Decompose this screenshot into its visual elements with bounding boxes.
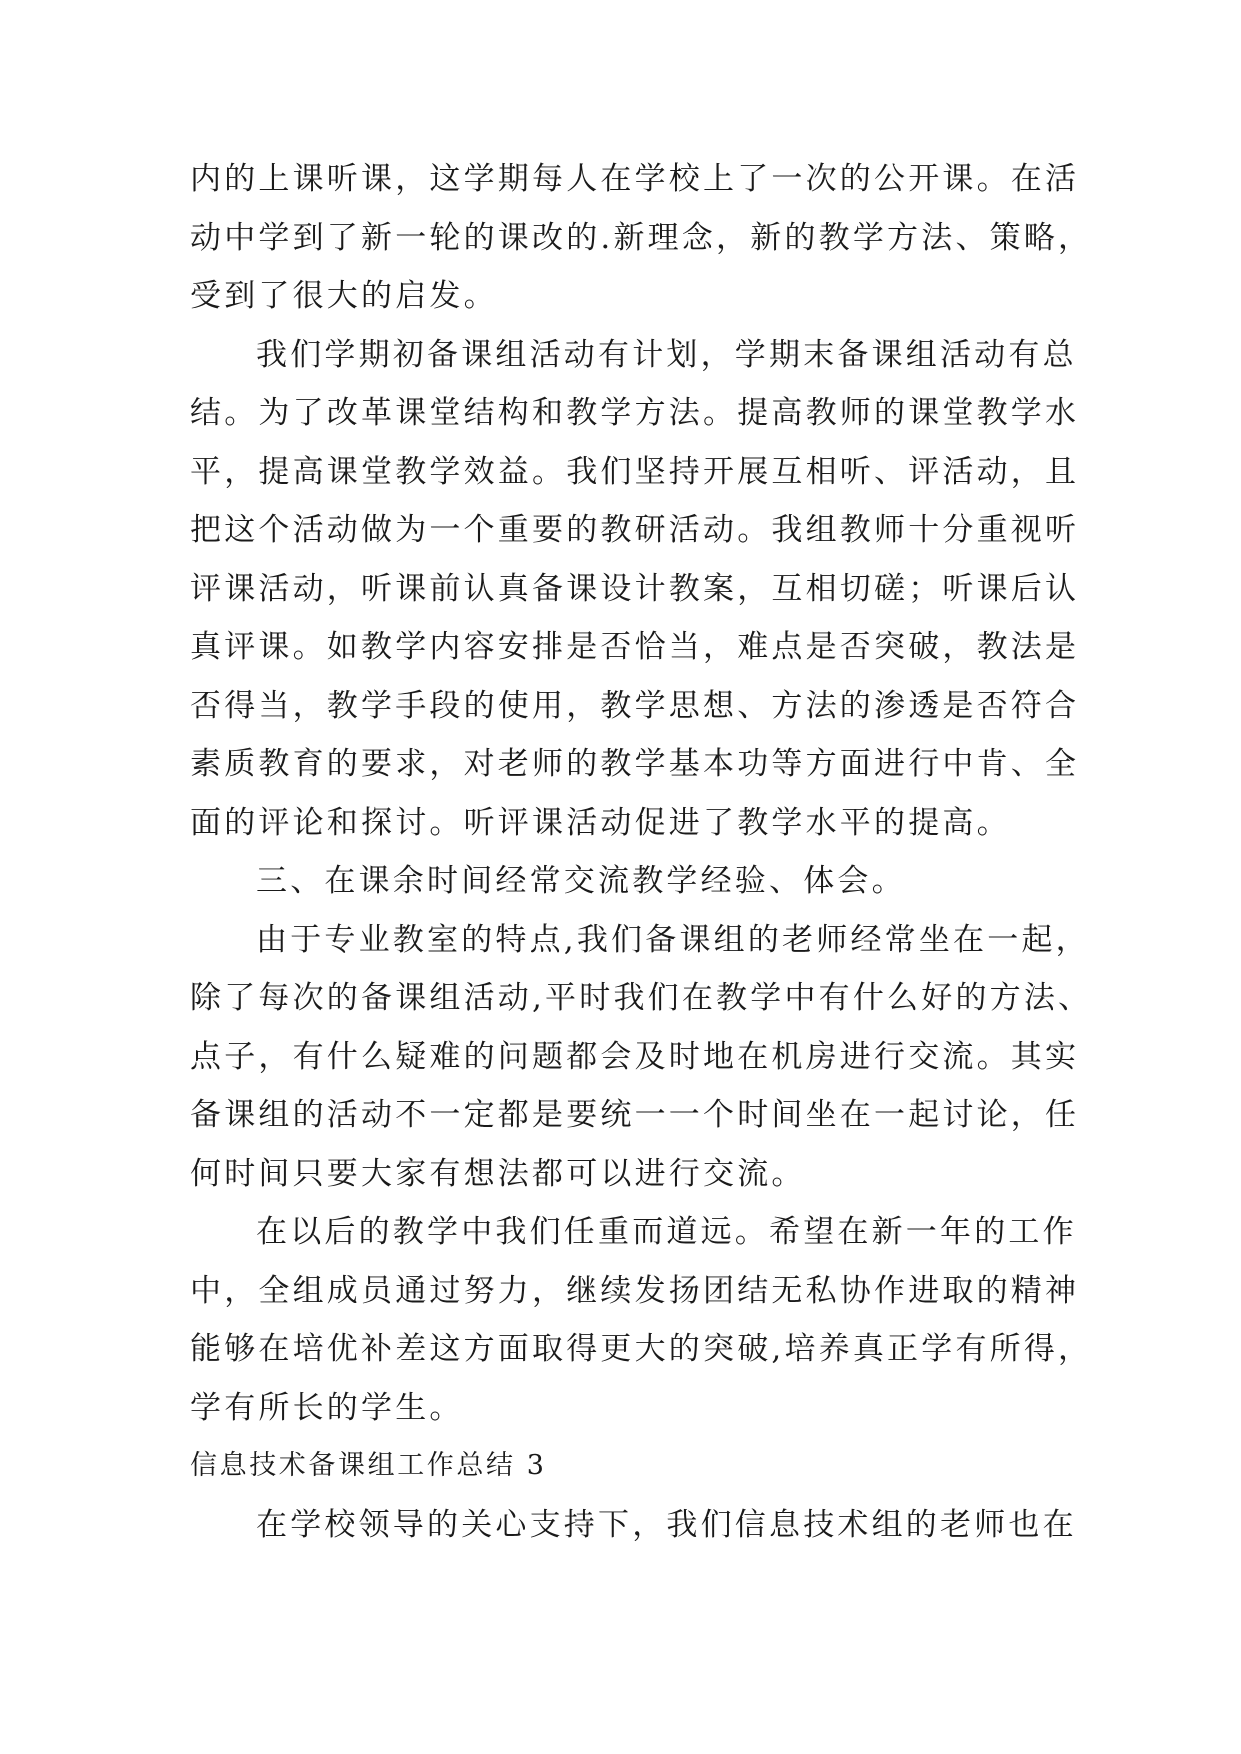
- paragraph-first-line: 我们学期初备课组活动有计划，学期末备课组活动有总: [256, 336, 1077, 373]
- text-line: 学有所长的学生。: [190, 1389, 464, 1426]
- section-heading-line: 三、在课余时间经常交流教学经验、体会。: [256, 863, 906, 899]
- text-line: 点子，有什么疑难的问题都会及时地在机房进行交流。其实: [190, 1038, 1080, 1075]
- paragraph-first-line: 由于专业教室的特点,我们备课组的老师经常坐在一起，: [256, 921, 1090, 958]
- text-line: 动中学到了新一轮的课改的.新理念，新的教学方法、策略，: [190, 219, 1093, 256]
- text-line: 中，全组成员通过努力，继续发扬团结无私协作进取的精神: [190, 1272, 1080, 1309]
- text-line: 内的上课听课，这学期每人在学校上了一次的公开课。在活: [190, 161, 1080, 197]
- text-line: 结。为了改革课堂结构和教学方法。提高教师的课堂教学水: [190, 395, 1080, 431]
- text-line: 把这个活动做为一个重要的教研活动。我组教师十分重视听: [190, 512, 1080, 548]
- text-line: 真评课。如教学内容安排是否恰当，难点是否突破，教法是: [190, 629, 1080, 665]
- text-line: 受到了很大的启发。: [190, 278, 498, 314]
- document-page: [190, 150, 1093, 1554]
- paragraph-first-line: 在以后的教学中我们任重而道远。希望在新一年的工作: [256, 1214, 1077, 1250]
- paragraph-first-line: 在学校领导的关心支持下，我们信息技术组的老师也在: [256, 1506, 1077, 1543]
- text-line: 评课活动，听课前认真备课设计教案，互相切磋；听课后认: [190, 570, 1080, 607]
- text-line: 否得当，教学手段的使用，教学思想、方法的渗透是否符合: [190, 687, 1080, 724]
- text-line: 能够在培优补差这方面取得更大的突破,培养真正学有所得，: [190, 1331, 1093, 1367]
- text-line: 备课组的活动不一定都是要统一一个时间坐在一起讨论，任: [190, 1097, 1080, 1133]
- document-heading: 信息技术备课组工作总结 3: [190, 1450, 547, 1481]
- text-line: 素质教育的要求，对老师的教学基本功等方面进行中肯、全: [190, 746, 1080, 782]
- text-line: 面的评论和探讨。听评课活动促进了教学水平的提高。: [190, 804, 1011, 841]
- text-line: 平，提高课堂教学效益。我们坚持开展互相听、评活动，且: [190, 453, 1080, 490]
- text-line: 何时间只要大家有想法都可以进行交流。: [190, 1155, 806, 1192]
- text-line: 除了每次的备课组活动,平时我们在教学中有什么好的方法、: [190, 980, 1093, 1016]
